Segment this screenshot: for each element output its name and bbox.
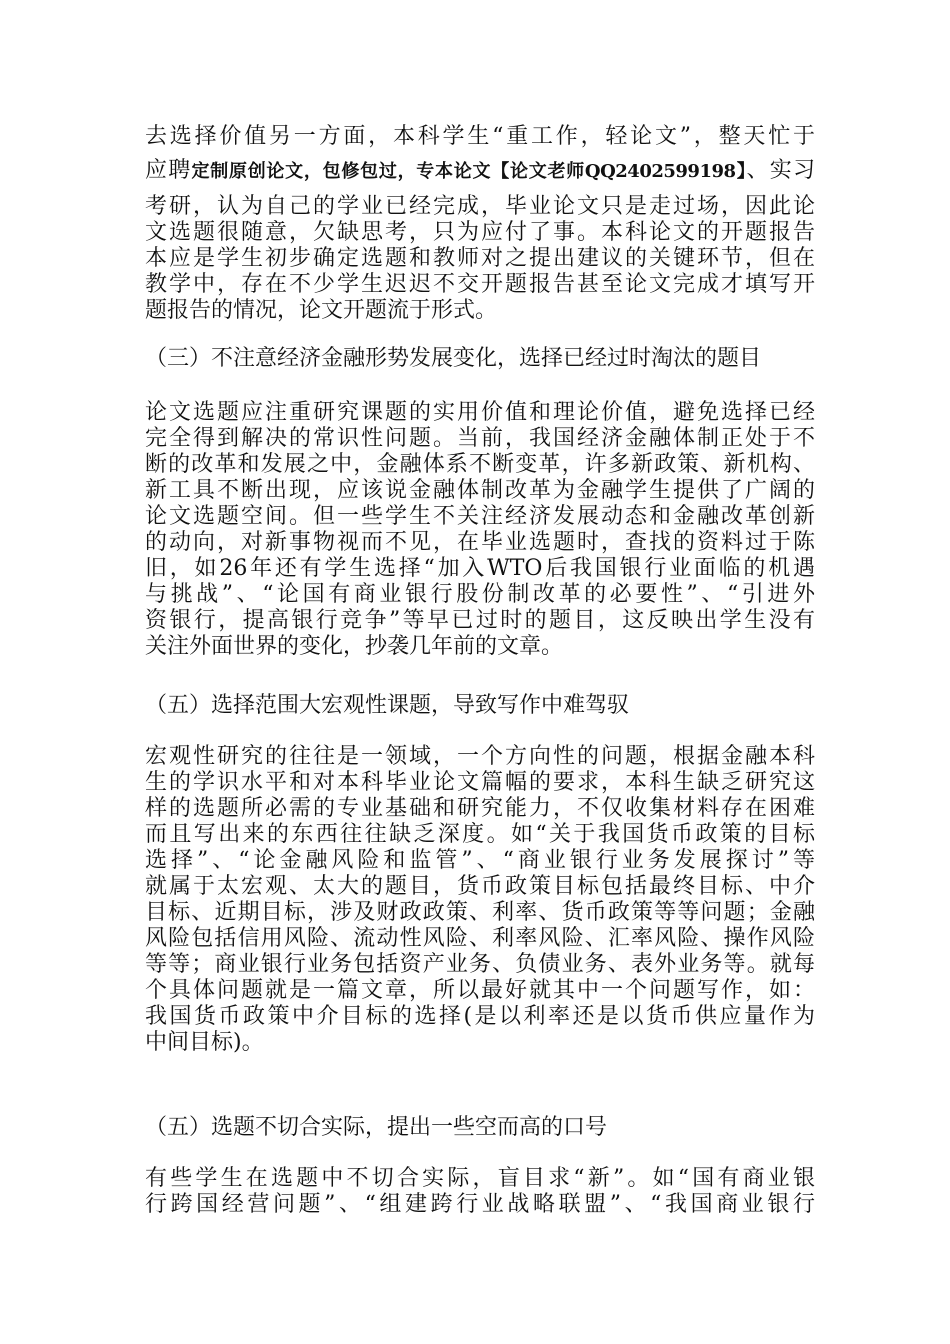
text-line: 风险包括信用风险、流动性风险、利率风险、汇率风险、操作风险 bbox=[145, 926, 815, 951]
text-line: 有些学生在选题中不切合实际，盲目求“新”。如“国有商业银 bbox=[145, 1166, 815, 1191]
text-line: 考研，认为自己的学业已经完成，毕业论文只是走过场，因此论 bbox=[145, 194, 815, 219]
text-line: 去选择价值另一方面，本科学生“重工作，轻论文”，整天忙于 bbox=[145, 124, 815, 149]
paragraph-unrealistic-topics bbox=[145, 1166, 815, 1218]
text-line: 完全得到解决的常识性问题。当前，我国经济金融体制正处于不 bbox=[145, 426, 815, 451]
text-line: 文选题很随意，欠缺思考，只为应付了事。本科论文的开题报告 bbox=[145, 220, 815, 245]
text-line: 样的选题所必需的专业基础和研究能力，不仅收集材料存在困难 bbox=[145, 796, 815, 821]
text-line: 论文选题空间。但一些学生不关注经济发展动态和金融改革创新 bbox=[145, 504, 815, 529]
advertisement-text: 定制原创论文，包修包过，专本论文【论文老师QQ2402599198】 bbox=[191, 161, 747, 182]
text-line: 关注外面世界的变化，抄袭几年前的文章。 bbox=[145, 634, 564, 659]
text-line: 本应是学生初步确定选题和教师对之提出建议的关键环节，但在 bbox=[145, 246, 815, 271]
section-heading-3: （三）不注意经济金融形势发展变化，选择已经过时淘汰的题目 bbox=[145, 346, 762, 371]
text-line: 目标、近期目标，涉及财政政策、利率、货币政策等等问题；金融 bbox=[145, 900, 815, 925]
text-fragment: 应聘 bbox=[145, 158, 192, 183]
text-line: 中间目标)。 bbox=[145, 1030, 264, 1055]
text-line-with-ad bbox=[145, 158, 815, 184]
paragraph-outdated-topics bbox=[145, 400, 815, 660]
text-line: 论文选题应注重研究课题的实用价值和理论价值，避免选择已经 bbox=[145, 400, 815, 425]
text-fragment: 、实习 bbox=[746, 158, 815, 183]
section-heading-5a: （五）选择范围大宏观性课题，导致写作中难驾驭 bbox=[145, 693, 630, 718]
paragraph-macro-topics bbox=[145, 744, 815, 1056]
paragraph-intro bbox=[145, 124, 815, 324]
text-line: 我国货币政策中介目标的选择(是以利率还是以货币供应量作为 bbox=[145, 1004, 815, 1029]
text-line: 生的学识水平和对本科毕业论文篇幅的要求，本科生缺乏研究这 bbox=[145, 770, 815, 795]
text-line: 教学中，存在不少学生迟迟不交开题报告甚至论文完成才填写开 bbox=[145, 272, 815, 297]
text-line: 就属于太宏观、太大的题目，货币政策目标包括最终目标、中介 bbox=[145, 874, 815, 899]
text-line: 断的改革和发展之中，金融体系不断变革，许多新政策、新机构、 bbox=[145, 452, 815, 477]
section-heading-5b: （五）选题不切合实际，提出一些空而高的口号 bbox=[145, 1115, 608, 1140]
text-line: 个具体问题就是一篇文章，所以最好就其中一个问题写作，如： bbox=[145, 978, 815, 1003]
text-line: 题报告的情况，论文开题流于形式。 bbox=[145, 298, 498, 323]
text-line: 与挑战”、“论国有商业银行股份制改革的必要性”、“引进外 bbox=[145, 582, 815, 607]
text-line: 宏观性研究的往往是一领域，一个方向性的问题，根据金融本科 bbox=[145, 744, 815, 769]
text-line: 旧，如26年还有学生选择“加入WTO后我国银行业面临的机遇 bbox=[145, 556, 815, 581]
text-line: 选择”、“论金融风险和监管”、“商业银行业务发展探讨”等 bbox=[145, 848, 815, 873]
text-line: 而且写出来的东西往往缺乏深度。如“关于我国货币政策的目标 bbox=[145, 822, 815, 847]
text-line: 的动向，对新事物视而不见，在毕业选题时，查找的资料过于陈 bbox=[145, 530, 815, 555]
text-line: 等等；商业银行业务包括资产业务、负债业务、表外业务等。就每 bbox=[145, 952, 815, 977]
text-line: 资银行，提高银行竞争”等早已过时的题目，这反映出学生没有 bbox=[145, 608, 815, 633]
text-line: 行跨国经营问题”、“组建跨行业战略联盟”、“我国商业银行 bbox=[145, 1192, 815, 1217]
text-line: 新工具不断出现，应该说金融体制改革为金融学生提供了广阔的 bbox=[145, 478, 815, 503]
